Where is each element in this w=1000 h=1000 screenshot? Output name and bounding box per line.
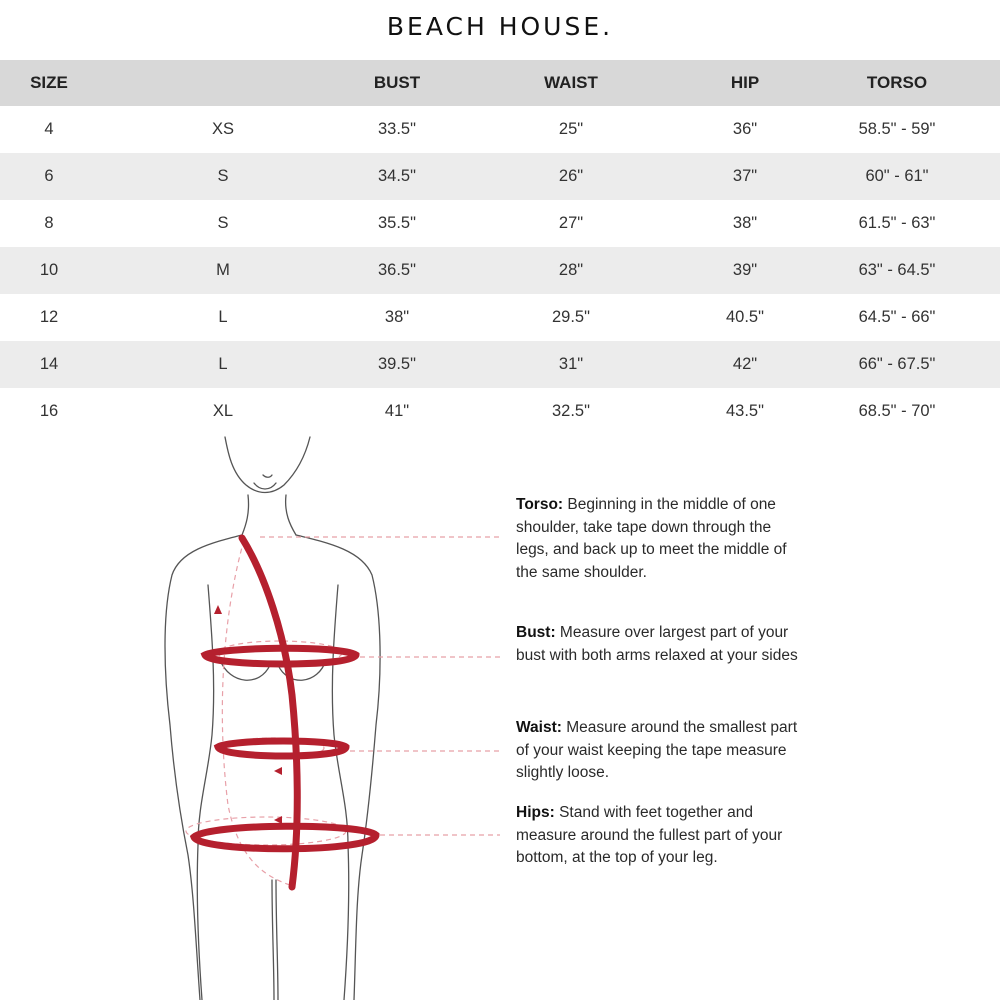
table-cell: 60" - 61" [794, 153, 1000, 200]
table-cell: 61.5" - 63" [858, 214, 936, 232]
column-header: HIP [696, 60, 794, 106]
table-cell: 14 [0, 341, 98, 388]
table-cell: 33.5" [378, 120, 416, 138]
table-cell: 32.5" [552, 402, 590, 420]
table-cell: 36" [732, 120, 758, 138]
table-cell: 28" [446, 247, 696, 294]
table-cell: 66" - 67.5" [794, 341, 1000, 388]
bust-note [516, 622, 806, 667]
brand-logo: BEACH HOUSE. [386, 11, 614, 41]
table-row [0, 247, 1000, 294]
table-row [0, 341, 1000, 388]
torso-label: Torso: [516, 496, 564, 513]
table-cell: 31" [446, 341, 696, 388]
table-cell: 27" [558, 214, 584, 232]
torso-note [516, 494, 806, 584]
table-cell: M [98, 247, 348, 294]
size-chart-table [0, 60, 1000, 435]
table-header-row [0, 60, 1000, 106]
table-cell: 63" - 64.5" [794, 247, 1000, 294]
table-row [0, 106, 1000, 153]
table-cell: L [218, 308, 228, 326]
column-header: BUST [348, 60, 446, 106]
table-cell: 40.5" [726, 308, 764, 326]
table-cell: 68.5" - 70" [858, 402, 936, 420]
table-cell: 37" [696, 153, 794, 200]
table-cell: 58.5" - 59" [858, 120, 936, 138]
bust-label: Bust: [516, 624, 556, 641]
table-cell: 4 [44, 120, 54, 138]
table-cell: 12 [39, 308, 59, 326]
column-header: SIZE [0, 60, 98, 106]
waist-note [516, 717, 806, 785]
table-body [0, 106, 1000, 435]
table-cell: 26" [446, 153, 696, 200]
table-cell: 35.5" [378, 214, 416, 232]
table-cell: 16 [39, 402, 59, 420]
table-cell: XS [211, 120, 234, 138]
table-cell: S [98, 153, 348, 200]
table-cell: S [217, 214, 229, 232]
measurement-figure [150, 425, 510, 1000]
hips-text: Stand with feet together and measure around the fullest part of your bottom, at the top of your leg. [516, 804, 783, 866]
table-cell: 6 [0, 153, 98, 200]
torso-text: Beginning in the middle of one shoulder, take tape down through the legs, and back up to meet the middle of the same shoulder. [516, 496, 787, 581]
table-cell: 8 [44, 214, 54, 232]
table-cell: 39.5" [348, 341, 446, 388]
waist-label: Waist: [516, 719, 562, 736]
table-cell: 43.5" [726, 402, 764, 420]
table-cell: 41" [384, 402, 410, 420]
table-cell: 42" [696, 341, 794, 388]
bust-text: Measure over largest part of your bust with both arms relaxed at your sides [516, 624, 798, 664]
table-cell: 25" [558, 120, 584, 138]
table-cell: XL [212, 402, 234, 420]
table-cell: 10 [0, 247, 98, 294]
table-cell: 38" [732, 214, 758, 232]
column-header: WAIST [446, 60, 696, 106]
hips-note [516, 802, 806, 870]
column-header: TORSO [794, 60, 1000, 106]
table-row [0, 294, 1000, 341]
table-cell: 38" [384, 308, 410, 326]
table-cell: 36.5" [348, 247, 446, 294]
table-cell: 39" [696, 247, 794, 294]
brand-header [0, 0, 1000, 52]
table-cell: L [98, 341, 348, 388]
table-row [0, 200, 1000, 247]
waist-text: Measure around the smallest part of your waist keeping the tape measure slightly loose. [516, 719, 798, 781]
column-header [98, 60, 348, 106]
table-cell: 29.5" [552, 308, 590, 326]
table-cell: 64.5" - 66" [858, 308, 936, 326]
table-row [0, 153, 1000, 200]
hips-label: Hips: [516, 804, 555, 821]
table-cell: 34.5" [348, 153, 446, 200]
